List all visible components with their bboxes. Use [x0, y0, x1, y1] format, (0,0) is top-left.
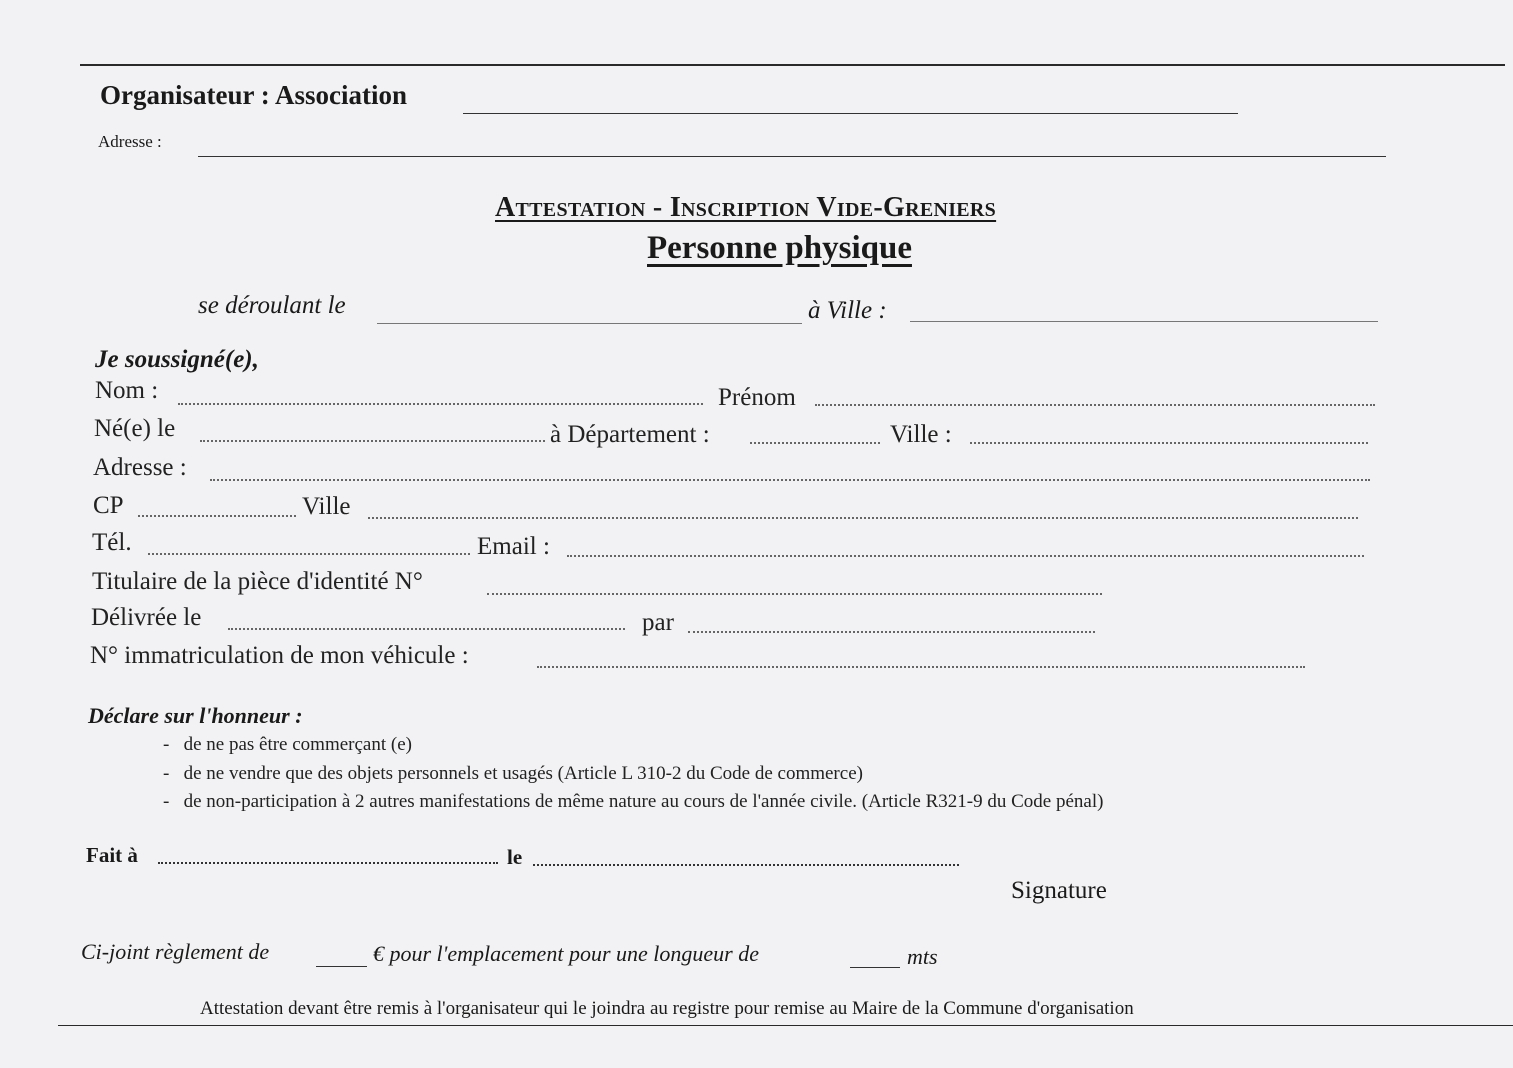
event-date-input-line[interactable]: [377, 323, 802, 324]
declaration-item: - de non-participation à 2 autres manifestations de même nature au cours de l'année civile. (Article R321-9 du Code pénal): [163, 791, 1104, 812]
top-rule: [80, 64, 1505, 66]
departement-label: à Département :: [550, 421, 710, 448]
footer-note: Attestation devant être remis à l'organisateur qui le joindra au registre pour remise au Maire de la Commune d'organisation: [200, 998, 1134, 1019]
declaration-item: - de ne vendre que des objets personnels et usagés (Article L 310-2 du Code de commerce): [163, 763, 863, 784]
tel-input-dots[interactable]: [148, 553, 470, 555]
ne-le-label: Né(e) le: [94, 415, 176, 442]
payment-length-line[interactable]: [850, 967, 900, 968]
payment-text-2: € pour l'emplacement pour une longueur de: [373, 941, 759, 966]
adresse-input-dots[interactable]: [210, 479, 1370, 481]
prenom-input-dots[interactable]: [815, 404, 1375, 406]
payment-text-3: mts: [907, 944, 938, 969]
form-subtitle: Personne physique: [647, 230, 912, 266]
payment-text-1: Ci-joint règlement de: [81, 939, 270, 964]
nom-input-dots[interactable]: [178, 403, 703, 405]
naissance-ville-input-dots[interactable]: [970, 442, 1368, 444]
adresse-organisateur-input-line[interactable]: [198, 156, 1386, 157]
cp-label: CP: [93, 492, 124, 519]
cp-input-dots[interactable]: [138, 515, 296, 517]
cp-ville-label: Ville: [302, 493, 351, 520]
organisateur-input-line[interactable]: [463, 113, 1238, 114]
immatriculation-label: N° immatriculation de mon véhicule :: [90, 642, 469, 669]
piece-identite-label: Titulaire de la pièce d'identité N°: [92, 568, 423, 595]
naissance-ville-label: Ville :: [890, 421, 952, 448]
payment-amount-line[interactable]: [316, 966, 367, 967]
soussigne-label: Je soussigné(e),: [95, 346, 259, 373]
event-ville-label: à Ville :: [808, 297, 887, 324]
declaration-item: - de ne pas être commerçant (e): [163, 734, 412, 755]
bottom-rule: [58, 1025, 1513, 1026]
delivree-le-label: Délivrée le: [91, 604, 202, 631]
piece-identite-input-dots[interactable]: [487, 593, 1102, 595]
organisateur-label: Organisateur : Association: [100, 80, 408, 110]
declaration-title: Déclare sur l'honneur :: [88, 703, 303, 728]
signature-label: Signature: [1011, 877, 1107, 904]
par-input-dots[interactable]: [688, 631, 1095, 633]
immatriculation-input-dots[interactable]: [537, 666, 1305, 668]
prenom-label: Prénom: [718, 384, 796, 411]
fait-le-label: le: [507, 845, 523, 869]
nom-label: Nom :: [95, 377, 159, 404]
email-input-dots[interactable]: [567, 555, 1364, 557]
fait-a-input-dots[interactable]: [158, 862, 498, 864]
par-label: par: [642, 609, 674, 636]
email-label: Email :: [477, 533, 550, 560]
fait-le-input-dots[interactable]: [533, 864, 959, 866]
delivree-le-input-dots[interactable]: [228, 628, 625, 630]
ne-le-input-dots[interactable]: [200, 440, 545, 442]
cp-ville-input-dots[interactable]: [368, 517, 1358, 519]
adresse-organisateur-label: Adresse :: [98, 132, 162, 151]
fait-a-label: Fait à: [86, 843, 138, 867]
tel-label: Tél.: [92, 529, 132, 556]
form-title: Attestation - Inscription Vide-Greniers: [495, 192, 997, 223]
event-ville-input-line[interactable]: [910, 321, 1378, 322]
event-date-label: se déroulant le: [198, 292, 346, 319]
departement-input-dots[interactable]: [750, 442, 880, 444]
adresse-label: Adresse :: [93, 454, 187, 481]
